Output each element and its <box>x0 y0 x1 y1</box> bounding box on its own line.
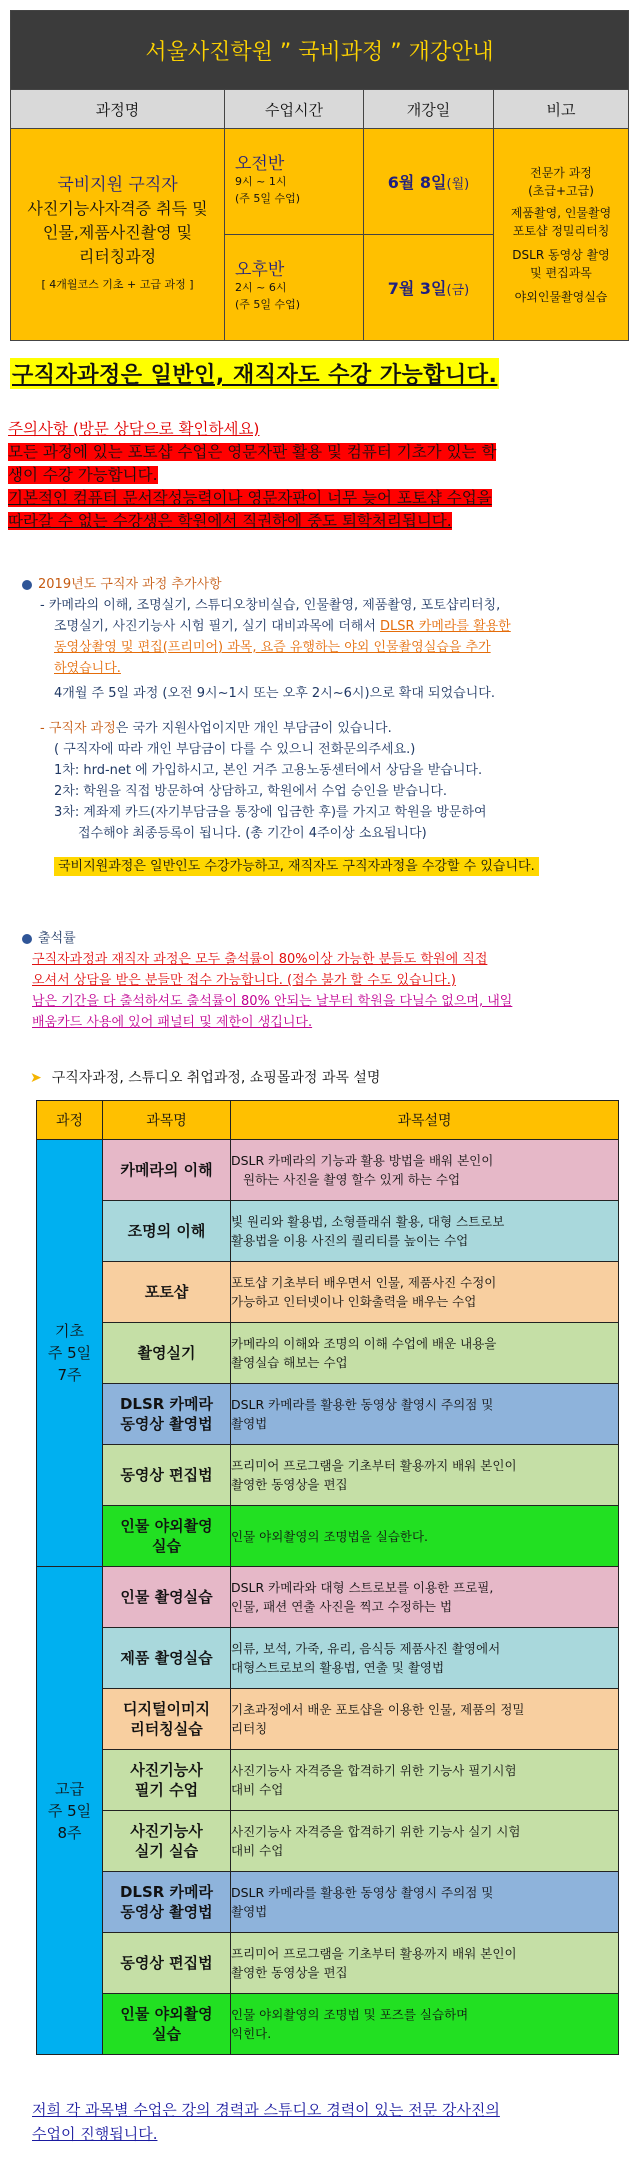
subject-desc-cell <box>231 1506 619 1567</box>
table-row <box>37 1872 619 1933</box>
subject-desc: 사진기능사 자격증을 합격하기 위한 기능사 실기 시험 <box>231 1824 521 1839</box>
subject-desc-cell <box>231 1872 619 1933</box>
bullet-dot-icon <box>22 934 32 944</box>
afternoon-date: 7월 3일 <box>387 279 447 298</box>
subject-name-cell <box>103 1445 231 1506</box>
subject-name: 필기 수업 <box>134 1781 199 1799</box>
caution-line-4: 기본적인 컴퓨터 문서작성능력이나 영문자판이 너무 늦어 포토샵 수업을 <box>8 489 492 507</box>
subject-desc: 포토샵 기초부터 배우면서 인물, 제품사진 수정이 <box>231 1275 497 1290</box>
basic-level-cell <box>37 1140 103 1567</box>
subject-name: 포토샵 <box>144 1283 189 1301</box>
subject-name: 인물 야외촬영 <box>120 2005 213 2023</box>
note-5: DSLR 동영상 촬영 <box>512 247 610 262</box>
subject-name-cell <box>103 1506 231 1567</box>
section1-line-7: 3차: 계좌제 카드(자기부담금을 통장에 입금한 후)를 가지고 학원을 방문하여 <box>54 805 487 820</box>
section1-line-1a: - 카메라의 이해, 조명실기, 스튜디오창비실습, 인물촬영, 제품촬영, 포토샵리터칭, <box>40 598 501 613</box>
table-row <box>37 1323 619 1384</box>
table-row <box>37 1384 619 1445</box>
subject-desc-cell <box>231 1567 619 1628</box>
subject-desc: 대형스트로보의 활용법, 연출 및 촬영법 <box>231 1660 445 1675</box>
section1-line-1b: 조명실기, 사진기능사 시험 필기, 실기 대비과목에 더해서 <box>54 619 381 634</box>
subject-desc-cell <box>231 1140 619 1201</box>
footer-note <box>32 2098 628 2146</box>
subject-desc-cell <box>231 1323 619 1384</box>
subject-desc-cell <box>231 1933 619 1994</box>
course-line-3: 인물,제품사진촬영 및 <box>42 222 193 242</box>
course-name-cell <box>11 129 225 341</box>
banner-title: 서울사진학원 ” 국비과정 ” 개강안내 <box>11 11 629 90</box>
note-cell <box>494 129 629 341</box>
section-attendance <box>22 928 622 1033</box>
caution-title: 주의사항 (방문 상담으로 확인하세요) <box>8 420 260 438</box>
section2-title: 출석률 <box>38 931 76 946</box>
subject-name: 사진기능사 <box>130 1761 203 1779</box>
subject-name: 제품 촬영실습 <box>120 1649 213 1667</box>
caution-line-2: 모든 과정에 있는 포토샵 수업은 영문자판 활용 및 컴퓨터 기초가 있는 학 <box>8 443 497 461</box>
course-line-2: 사진기능사자격증 취득 및 <box>27 198 208 218</box>
section1-line-5: 1차: hrd-net 에 가입하시고, 본인 거주 고용노동센터에서 상담을 받습니다. <box>54 763 483 778</box>
table-row <box>37 1933 619 1994</box>
table-row <box>37 1567 619 1628</box>
subject-desc: 빛 원리와 활용법, 소형플래쉬 활용, 대형 스트로보 <box>231 1214 505 1229</box>
subject-desc: DSLR 카메라와 대형 스트로보를 이용한 프로필, <box>231 1580 494 1595</box>
basic-level-l2: 주 5일 <box>47 1344 92 1362</box>
subject-desc: 원하는 사진을 촬영 할수 있게 하는 수업 <box>243 1172 461 1187</box>
afternoon-weekday: (금) <box>446 283 470 298</box>
advanced-level-l2: 주 5일 <box>47 1801 92 1820</box>
subject-table-title-text: 구직자과정, 스튜디오 취업과정, 쇼핑몰과정 과목 설명 <box>51 1070 381 1086</box>
note-1: 전문가 과정 <box>530 165 592 180</box>
subject-name: 조명의 이해 <box>127 1222 206 1240</box>
subject-desc: 기초과정에서 배운 포토샵을 이용한 인물, 제품의 정밀 <box>231 1702 525 1717</box>
basic-level-l3: 7주 <box>57 1366 82 1384</box>
note-6: 및 편집과목 <box>530 265 592 280</box>
section1-line-1c: DLSR 카메라를 활용한 <box>380 619 511 634</box>
subject-header-name: 과목명 <box>103 1101 231 1140</box>
subject-name: 동영상 촬영법 <box>120 1415 213 1433</box>
subject-desc: 가능하고 인터넷이나 인화출력을 배우는 수업 <box>231 1294 477 1309</box>
subject-header-level: 과정 <box>37 1101 103 1140</box>
subject-table <box>36 1100 619 2055</box>
subject-name: 동영상 편집법 <box>120 1954 213 1972</box>
afternoon-days: (주 5일 수업) <box>235 298 301 311</box>
subject-desc-cell <box>231 1811 619 1872</box>
subject-desc: 프리미어 프로그램을 기초부터 활용까지 배워 본인이 <box>231 1946 517 1961</box>
table-row <box>37 1506 619 1567</box>
subject-desc: 카메라의 이해와 조명의 이해 수업에 배운 내용을 <box>231 1336 497 1351</box>
subject-header-desc: 과목설명 <box>231 1101 619 1140</box>
table-row <box>37 1201 619 1262</box>
note-2: (초급+고급) <box>528 183 594 198</box>
subject-desc-cell <box>231 1445 619 1506</box>
header-start-date: 개강일 <box>364 90 494 129</box>
afternoon-date-cell <box>364 235 494 341</box>
subject-desc: 대비 수업 <box>231 1843 284 1858</box>
subject-desc: 인물, 패션 연출 사진을 찍고 수정하는 법 <box>231 1599 453 1614</box>
subject-name-cell <box>103 1811 231 1872</box>
subject-name: DLSR 카메라 <box>119 1395 214 1413</box>
subject-name: DLSR 카메라 <box>119 1883 214 1901</box>
bullet-dot-icon <box>22 580 32 590</box>
section1-para1 <box>22 595 622 877</box>
subject-desc: 촬영한 동영상을 편집 <box>231 1965 348 1980</box>
subject-name-cell <box>103 1628 231 1689</box>
section1-title: 2019년도 구직자 과정 추가사항 <box>38 577 222 592</box>
subject-desc-cell <box>231 1628 619 1689</box>
table-row <box>37 1750 619 1811</box>
section1-line-8: 접수해야 최종등록이 됩니다. (총 기간이 4주이상 소요됩니다) <box>78 826 427 841</box>
subject-name: 인물 야외촬영 <box>120 1517 213 1535</box>
subject-name-cell <box>103 1323 231 1384</box>
subject-desc-cell <box>231 1384 619 1445</box>
table-row <box>37 1262 619 1323</box>
subject-desc: 인물 야외촬영의 조명법을 실습한다. <box>231 1528 429 1544</box>
subject-desc: 대비 수업 <box>231 1782 284 1797</box>
subject-name: 실습 <box>152 1537 181 1555</box>
table-row <box>37 1445 619 1506</box>
table-row <box>37 1689 619 1750</box>
advanced-level-l3: 8주 <box>57 1823 82 1842</box>
header-course: 과정명 <box>11 90 225 129</box>
table-row <box>37 1628 619 1689</box>
subject-name: 리터칭실습 <box>130 1720 203 1738</box>
morning-date-cell <box>364 129 494 235</box>
subject-name: 실습 <box>152 2025 181 2043</box>
table-row <box>37 1811 619 1872</box>
morning-time-cell <box>225 129 364 235</box>
subject-desc: 익힌다. <box>231 2026 272 2041</box>
header-note: 비고 <box>494 90 629 129</box>
caution-line-5: 따라갈 수 없는 수강생은 학원에서 직권하에 중도 퇴학처리됩니다. <box>8 512 452 530</box>
course-line-5: [ 4개월코스 기초 + 고급 과정 ] <box>41 277 194 291</box>
subject-desc: 촬영한 동영상을 편집 <box>231 1477 348 1492</box>
subject-name-cell <box>103 1933 231 1994</box>
note-3: 제품촬영, 인물촬영 <box>510 205 612 220</box>
subject-name: 인물 촬영실습 <box>120 1588 213 1606</box>
section-additions <box>22 574 622 877</box>
section1-line-2: 4개월 주 5일 과정 (오전 9시~1시 또는 오후 2시~6시)으로 확대 되었습니다. <box>54 686 495 701</box>
subject-desc: DSLR 카메라를 활용한 동영상 촬영시 주의점 및 <box>231 1885 494 1900</box>
subject-name: 실기 실습 <box>134 1842 199 1860</box>
subject-desc-cell <box>231 1750 619 1811</box>
subject-desc: 프리미어 프로그램을 기초부터 활용까지 배워 본인이 <box>231 1458 517 1473</box>
morning-days: (주 5일 수업) <box>235 192 301 205</box>
morning-weekday: (월) <box>446 177 470 192</box>
section1-highlight: 국비지원과정은 일반인도 수강가능하고, 재직자도 구직자과정을 수강할 수 있습니다. <box>54 857 539 876</box>
table-row <box>37 1140 619 1201</box>
advanced-level-cell <box>37 1567 103 2055</box>
course-line-4: 리터칭과정 <box>78 246 157 266</box>
attendance-line-3: 남은 기간을 다 출석하셔도 출석률이 80% 안되는 날부터 학원을 다닐수 없으며, 내일 <box>32 994 513 1009</box>
subject-desc: DSLR 카메라의 기능과 활용 방법을 배워 본인이 <box>231 1153 494 1168</box>
subject-name: 사진기능사 <box>130 1822 203 1840</box>
subject-desc-cell <box>231 1994 619 2055</box>
footer-line-1: 저희 각 과목별 수업은 강의 경력과 스튜디오 경력이 있는 전문 강사진의 <box>32 2101 500 2119</box>
basic-level-l1: 기초 <box>55 1322 84 1340</box>
section1-line-4: ( 구직자에 따라 개인 부담금이 다를 수 있으니 전화문의주세요.) <box>54 742 416 757</box>
caution-line-3: 생이 수강 가능합니다. <box>8 466 158 484</box>
subject-name-cell <box>103 1262 231 1323</box>
morning-hours: 9시 ~ 1시 <box>235 175 287 188</box>
section1-line-3b: 은 국가 지원사업이지만 개인 부담금이 있습니다. <box>115 721 392 736</box>
afternoon-time-cell <box>225 235 364 341</box>
note-7: 야외인물촬영실습 <box>514 289 608 304</box>
attendance-line-1: 구직자과정과 재직자 과정은 모두 출석률이 80%이상 가능한 분들도 학원에 직접 <box>32 952 488 967</box>
subject-table-title <box>30 1067 380 1087</box>
subject-desc-cell <box>231 1689 619 1750</box>
section1-line-1e: 하였습니다. <box>54 661 121 676</box>
subject-desc: 촬영실습 해보는 수업 <box>231 1355 348 1370</box>
subject-name-cell <box>103 1567 231 1628</box>
advanced-level-l1: 고급 <box>55 1779 84 1798</box>
subject-name-cell <box>103 1872 231 1933</box>
section1-line-6: 2차: 학원을 직접 방문하여 상담하고, 학원에서 수업 승인을 받습니다. <box>54 784 448 799</box>
afternoon-hours: 2시 ~ 6시 <box>235 281 287 294</box>
subject-name-cell <box>103 1750 231 1811</box>
subject-desc: 리터칭 <box>231 1721 268 1736</box>
subject-name-cell <box>103 1384 231 1445</box>
subject-desc-cell <box>231 1262 619 1323</box>
subject-name: 동영상 촬영법 <box>120 1903 213 1921</box>
morning-date: 6월 8일 <box>387 173 447 192</box>
morning-title: 오전반 <box>235 154 285 174</box>
subject-desc: 촬영법 <box>231 1416 268 1431</box>
course-schedule-table <box>10 10 629 341</box>
headline: 구직자과정은 일반인, 재직자도 수강 가능합니다. <box>10 358 499 389</box>
section1-line-1d: 동영상촬영 및 편집(프리미어) 과목, 요즘 유행하는 야외 인물촬영실습을 추가 <box>54 640 491 655</box>
header-time: 수업시간 <box>225 90 364 129</box>
subject-desc: 촬영법 <box>231 1904 268 1919</box>
attendance-line-2: 오셔서 상담을 받은 분들만 접수 가능합니다. (접수 불가 할 수도 있습니다.) <box>32 973 456 988</box>
course-line-1: 국비지원 구직자 <box>57 174 178 195</box>
subject-name-cell <box>103 1994 231 2055</box>
subject-name-cell <box>103 1201 231 1262</box>
caution-block <box>8 418 630 533</box>
subject-name: 동영상 편집법 <box>120 1466 213 1484</box>
subject-desc: 의류, 보석, 가죽, 유리, 음식등 제품사진 촬영에서 <box>231 1641 501 1656</box>
subject-desc: 인물 야외촬영의 조명법 및 포즈를 실습하며 <box>231 2007 469 2022</box>
note-4: 포토샵 정밀리터칭 <box>512 223 610 238</box>
section1-line-3a: - 구직자 과정 <box>40 721 116 736</box>
subject-desc: DSLR 카메라를 활용한 동영상 촬영시 주의점 및 <box>231 1397 494 1412</box>
afternoon-title: 오후반 <box>235 260 285 280</box>
table-row <box>37 1994 619 2055</box>
attendance-line-4: 배움카드 사용에 있어 패널티 및 제한이 생깁니다. <box>32 1015 313 1030</box>
subject-desc: 사진기능사 자격증을 합격하기 위한 기능사 필기시험 <box>231 1763 517 1778</box>
subject-name-cell <box>103 1689 231 1750</box>
subject-desc: 활용법을 이용 사진의 퀄리티를 높이는 수업 <box>231 1233 469 1248</box>
arrow-right-icon: ➤ <box>30 1070 42 1086</box>
subject-name-cell <box>103 1140 231 1201</box>
footer-line-2: 수업이 진행됩니다. <box>32 2125 158 2143</box>
subject-name: 카메라의 이해 <box>120 1161 213 1179</box>
subject-name: 디지털이미지 <box>123 1700 210 1718</box>
subject-name: 촬영실기 <box>137 1344 196 1362</box>
subject-desc-cell <box>231 1201 619 1262</box>
